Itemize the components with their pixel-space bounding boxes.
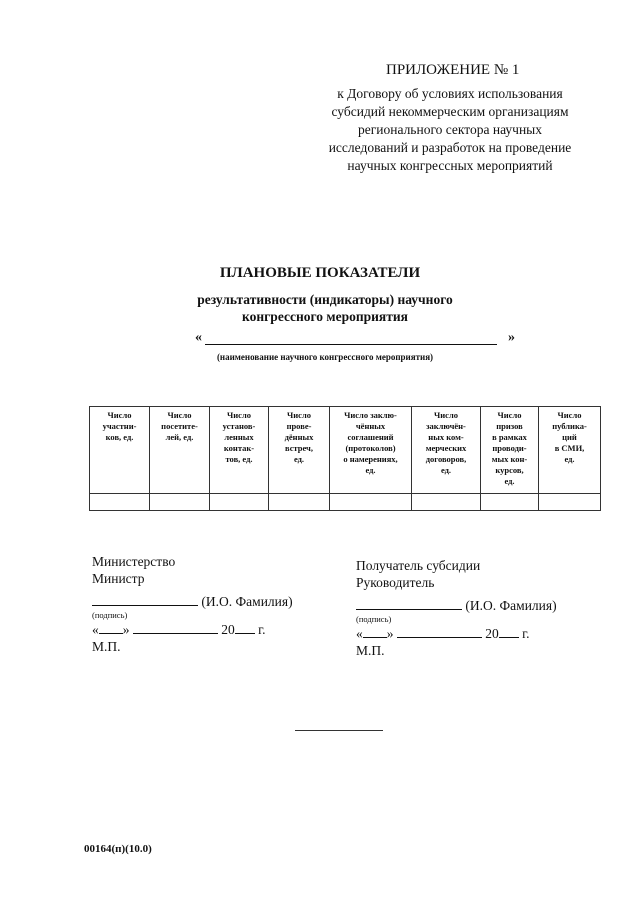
date-line: « » 20 г. <box>356 626 530 641</box>
signature-line <box>92 593 322 610</box>
header-cell: Число посетите- лей, ед. <box>150 407 210 494</box>
signature-block-ministry <box>92 553 322 655</box>
event-name-underline <box>205 344 497 345</box>
appendix-title: ПРИЛОЖЕНИЕ № 1 <box>386 62 520 78</box>
quote-close: » <box>508 330 515 345</box>
table-header-row <box>90 407 601 494</box>
seal-mark: М.П. <box>356 643 385 658</box>
table-cell <box>150 494 210 511</box>
subtitle-line: конгрессного мероприятия <box>242 309 408 324</box>
header-cell: Число участни- ков, ед. <box>90 407 150 494</box>
appendix-line: регионального сектора научных <box>357 122 543 137</box>
signatory-org: Министерство <box>92 554 176 569</box>
month-blank <box>397 637 482 638</box>
subtitle-line: результативности (индикаторы) научного <box>197 292 453 307</box>
header-cell: Число заключён- ных ком- мерческих договоров, ед. <box>412 407 481 494</box>
table-cell <box>269 494 330 511</box>
appendix-line: субсидий некоммерческим организациям <box>331 104 569 119</box>
signature-hint: (подпись) <box>92 610 128 620</box>
signatory-role: Руководитель <box>356 575 435 590</box>
day-blank <box>363 637 387 638</box>
appendix-line: к Договору об условиях использования <box>337 86 563 101</box>
name-hint: (И.О. Фамилия) <box>201 594 293 609</box>
header-cell: Число призов в рамках проводи- мых кон- курсов, ед. <box>481 407 539 494</box>
year-suffix: г. <box>258 622 266 637</box>
year-prefix: 20 <box>221 622 235 637</box>
date-line: « » 20 г. <box>92 622 266 637</box>
signatory-role: Министр <box>92 571 145 586</box>
event-name-field <box>195 330 515 348</box>
year-prefix: 20 <box>485 626 499 641</box>
header-cell: Число прове- дённых встреч, ед. <box>269 407 330 494</box>
signatory-org: Получатель субсидии <box>356 558 481 573</box>
event-name-caption: (наименование научного конгрессного мероприятия) <box>216 352 434 362</box>
appendix-line: научных конгрессных мероприятий <box>347 158 553 173</box>
document-subtitle <box>150 291 500 325</box>
table-row <box>90 494 601 511</box>
appendix-line: исследований и разработок на проведение <box>328 140 572 155</box>
signature-line <box>356 597 606 614</box>
table-cell <box>481 494 539 511</box>
document-code: 00164(п)(10.0) <box>84 843 152 855</box>
separator-line <box>295 730 383 731</box>
signature-blank <box>92 605 198 606</box>
signature-block-recipient <box>356 557 606 659</box>
table-cell <box>210 494 269 511</box>
table-cell <box>330 494 412 511</box>
indicators-table <box>89 406 601 511</box>
year-blank <box>235 633 255 634</box>
day-blank <box>99 633 123 634</box>
header-cell: Число установ- ленных контак- тов, ед. <box>210 407 269 494</box>
year-suffix: г. <box>522 626 530 641</box>
quote-open: « <box>195 330 202 345</box>
seal-mark: М.П. <box>92 639 121 654</box>
year-blank <box>499 637 519 638</box>
header-cell: Число заклю- чённых соглашений (протоколов) о намерениях, ед. <box>330 407 412 494</box>
table-cell <box>412 494 481 511</box>
header-cell: Число публика- ций в СМИ, ед. <box>539 407 601 494</box>
table-cell <box>539 494 601 511</box>
document-title: ПЛАНОВЫЕ ПОКАЗАТЕЛИ <box>219 265 421 281</box>
table-cell <box>90 494 150 511</box>
month-blank <box>133 633 218 634</box>
signature-blank <box>356 609 462 610</box>
name-hint: (И.О. Фамилия) <box>465 598 557 613</box>
signature-hint: (подпись) <box>356 614 392 624</box>
appendix-description <box>300 85 600 175</box>
